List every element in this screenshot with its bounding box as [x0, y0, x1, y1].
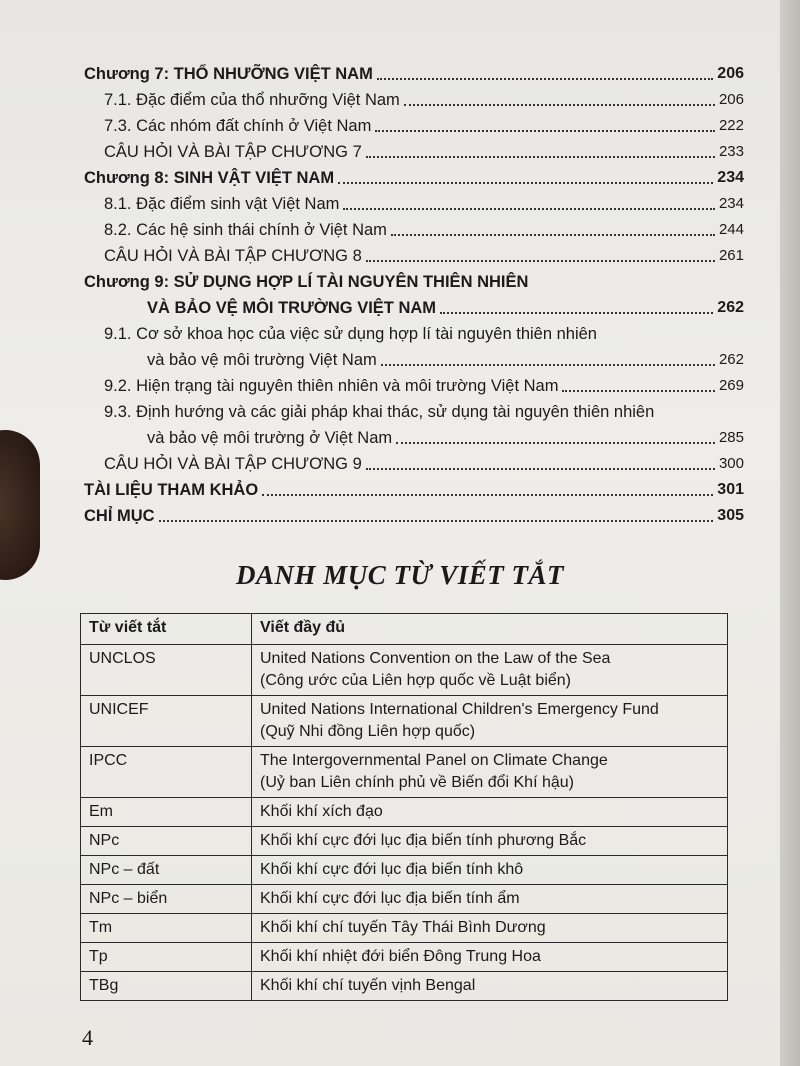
abbreviations-table: [80, 613, 728, 1001]
full-form-line: (Công ước của Liên hợp quốc về Luật biển): [260, 672, 571, 689]
table-row: [81, 747, 728, 798]
table-row: [81, 827, 728, 856]
toc-leader-dots: [658, 417, 740, 418]
toc-entry-label: VÀ BẢO VỆ MÔI TRƯỜNG VIỆT NAM: [147, 299, 437, 317]
toc-leader-dots: [562, 389, 714, 392]
full-form-line: Khối khí cực đới lục địa biến tính phương Bắc: [260, 832, 587, 849]
toc-entry-page: 261: [718, 247, 744, 264]
thumb-shadow: [0, 430, 40, 580]
toc-entry-label: 9.1. Cơ sở khoa học của việc sử dụng hợp lí tài nguyên thiên nhiên: [104, 325, 597, 343]
toc-entry-page: 222: [718, 117, 744, 134]
table-row: [81, 885, 728, 914]
full-form-line: The Intergovernmental Panel on Climate Change: [260, 752, 608, 769]
full-form-line: Khối khí chí tuyến Tây Thái Bình Dương: [260, 919, 546, 936]
full-form-cell: [252, 798, 728, 827]
table-row: [81, 645, 728, 696]
full-form-cell: [252, 943, 728, 972]
page-edge: [780, 0, 800, 1066]
toc-leader-dots: [366, 155, 715, 158]
toc-leader-dots: [375, 129, 715, 132]
toc-entry: [84, 58, 744, 84]
full-form-cell: [252, 972, 728, 1001]
toc-entry-label: 8.2. Các hệ sinh thái chính ở Việt Nam: [104, 221, 387, 239]
toc-leader-dots: [338, 181, 713, 184]
abbreviation-cell: Em: [81, 798, 252, 827]
toc-entry-page: 300: [718, 455, 744, 472]
full-form-line: (Quỹ Nhi đồng Liên hợp quốc): [260, 723, 476, 740]
toc-entry-label: Chương 9: SỬ DỤNG HỢP LÍ TÀI NGUYÊN THIÊN NHIÊN: [84, 273, 529, 291]
toc-entry: [84, 188, 744, 214]
toc-entry-page: 206: [718, 91, 744, 108]
toc-entry: [84, 214, 744, 240]
full-form-cell: [252, 827, 728, 856]
toc-entry-label: CÂU HỎI VÀ BÀI TẬP CHƯƠNG 9: [104, 455, 362, 473]
table-row: [81, 696, 728, 747]
toc-leader-dots: [391, 233, 715, 236]
toc-leader-dots: [366, 467, 715, 470]
toc-leader-dots: [159, 519, 714, 522]
full-form-line: United Nations International Children's Emergency Fund: [260, 701, 659, 718]
toc-entry: [84, 110, 744, 136]
toc-leader-dots: [366, 259, 715, 262]
abbreviation-cell: UNICEF: [81, 696, 252, 747]
toc-entry-page: 234: [717, 169, 744, 186]
full-form-line: (Uỷ ban Liên chính phủ về Biến đổi Khí hậu): [260, 774, 574, 791]
full-form-line: United Nations Convention on the Law of the Sea: [260, 650, 611, 667]
full-form-cell: [252, 856, 728, 885]
full-form-cell: [252, 747, 728, 798]
full-form-line: Khối khí nhiệt đới biển Đông Trung Hoa: [260, 948, 541, 965]
toc-entry-label: CÂU HỎI VÀ BÀI TẬP CHƯƠNG 7: [104, 143, 362, 161]
toc-leader-dots: [343, 207, 715, 210]
toc-entry-page: 285: [718, 429, 744, 446]
toc-entry-label: 7.1. Đặc điểm của thổ nhưỡng Việt Nam: [104, 91, 400, 109]
toc-entry-label: Chương 8: SINH VẬT VIỆT NAM: [84, 169, 335, 187]
toc-entry: [84, 422, 744, 448]
toc-entry-page: 262: [718, 351, 744, 368]
abbreviation-cell: NPc: [81, 827, 252, 856]
column-header-abbr: Từ viết tắt: [81, 614, 252, 645]
toc-entry-label: CHỈ MỤC: [84, 507, 155, 525]
toc-entry: [84, 474, 744, 500]
full-form-line: Khối khí cực đới lục địa biến tính khô: [260, 861, 524, 878]
page-number: 4: [82, 1025, 93, 1050]
toc-entry-label: CÂU HỎI VÀ BÀI TẬP CHƯƠNG 8: [104, 247, 362, 265]
toc-entry-page: 244: [718, 221, 744, 238]
toc-entry-label: TÀI LIỆU THAM KHẢO: [84, 481, 259, 499]
table-row: [81, 972, 728, 1001]
toc-entry-label: 9.3. Định hướng và các giải pháp khai thác, sử dụng tài nguyên thiên nhiên: [104, 403, 655, 421]
abbreviation-cell: NPc – biển: [81, 885, 252, 914]
toc-entry: [84, 136, 744, 162]
full-form-cell: [252, 645, 728, 696]
toc-entry-label: 9.2. Hiện trạng tài nguyên thiên nhiên và môi trường Việt Nam: [104, 377, 559, 395]
toc-entry-label: và bảo vệ môi trường ở Việt Nam: [147, 429, 393, 447]
toc-leader-dots: [262, 493, 713, 496]
toc-entry: [84, 448, 744, 474]
abbreviation-cell: Tm: [81, 914, 252, 943]
table-row: [81, 943, 728, 972]
table-header-row: [81, 614, 728, 645]
full-form-cell: [252, 914, 728, 943]
column-header-full: Viết đầy đủ: [252, 614, 728, 645]
abbreviation-cell: UNCLOS: [81, 645, 252, 696]
toc-leader-dots: [440, 311, 713, 314]
toc-entry: [84, 84, 744, 110]
full-form-line: Khối khí cực đới lục địa biến tính ẩm: [260, 890, 520, 907]
toc-entry-label: 7.3. Các nhóm đất chính ở Việt Nam: [104, 117, 372, 135]
full-form-line: Khối khí chí tuyến vịnh Bengal: [260, 977, 476, 994]
table-row: [81, 914, 728, 943]
toc-entry-label: Chương 7: THỔ NHƯỠNG VIỆT NAM: [84, 65, 373, 83]
toc-entry: [84, 396, 744, 422]
toc-leader-dots: [532, 287, 740, 288]
toc-entry-page: 262: [717, 299, 744, 316]
toc-entry-page: 305: [717, 507, 744, 524]
toc-entry: [84, 292, 744, 318]
toc-entry: [84, 266, 744, 292]
toc-leader-dots: [396, 441, 715, 444]
toc-leader-dots: [601, 339, 740, 340]
toc-leader-dots: [377, 77, 713, 80]
abbreviation-cell: NPc – đất: [81, 856, 252, 885]
toc-entry: [84, 500, 744, 526]
table-row: [81, 798, 728, 827]
toc-leader-dots: [404, 103, 715, 106]
abbreviation-cell: TBg: [81, 972, 252, 1001]
toc-entry: [84, 240, 744, 266]
full-form-line: Khối khí xích đạo: [260, 803, 383, 820]
table-of-contents: [84, 58, 744, 526]
toc-entry-page: 269: [718, 377, 744, 394]
toc-entry-page: 206: [717, 65, 744, 82]
toc-entry: [84, 162, 744, 188]
abbreviation-cell: IPCC: [81, 747, 252, 798]
toc-entry-page: 301: [717, 481, 744, 498]
toc-entry-page: 233: [718, 143, 744, 160]
toc-entry: [84, 370, 744, 396]
toc-entry-page: 234: [718, 195, 744, 212]
table-row: [81, 856, 728, 885]
full-form-cell: [252, 696, 728, 747]
toc-entry-label: 8.1. Đặc điểm sinh vật Việt Nam: [104, 195, 340, 213]
toc-leader-dots: [381, 363, 715, 366]
toc-entry: [84, 344, 744, 370]
abbreviations-title: DANH MỤC TỪ VIẾT TẮT: [236, 560, 564, 590]
abbreviation-cell: Tp: [81, 943, 252, 972]
toc-entry-label: và bảo vệ môi trường Việt Nam: [147, 351, 377, 369]
toc-entry: [84, 318, 744, 344]
full-form-cell: [252, 885, 728, 914]
